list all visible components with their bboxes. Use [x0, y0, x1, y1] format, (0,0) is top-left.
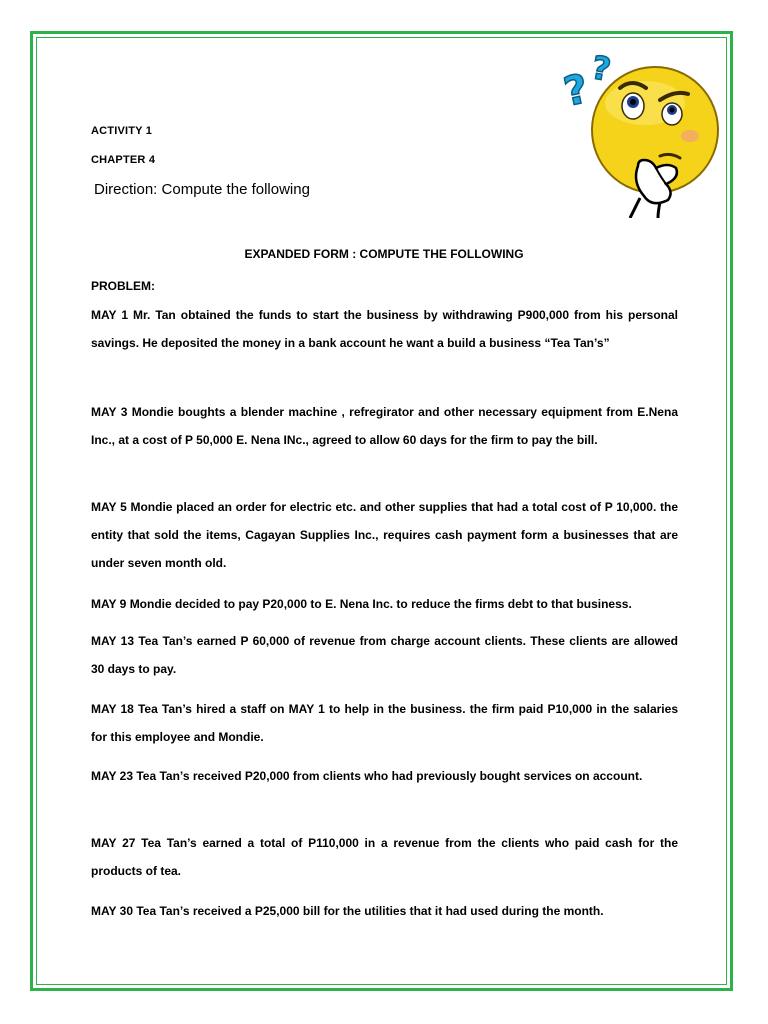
problem-item: MAY 27 Tea Tan’s earned a total of P110,000 in a revenue from the clients who paid cash for the products of tea.: [91, 836, 678, 878]
svg-text:?: ?: [560, 65, 593, 116]
problem-item: MAY 13 Tea Tan’s earned P 60,000 of revenue from charge account clients. These clients are allowed 30 days to pay.: [91, 634, 678, 676]
problem-label: PROBLEM:: [91, 279, 155, 293]
problem-item: MAY 18 Tea Tan’s hired a staff on MAY 1 to help in the business. the firm paid P10,000 in the salaries for this employee and Mondie.: [91, 702, 678, 744]
problem-item: MAY 1 Mr. Tan obtained the funds to start the business by withdrawing P900,000 from his personal savings. He deposited the money in a bank account he want a build a business “Tea Tan’s”: [91, 308, 678, 350]
activity-label: ACTIVITY 1: [91, 125, 153, 137]
svg-text:?: ?: [588, 48, 614, 89]
problem-item: MAY 30 Tea Tan’s received a P25,000 bill for the utilities that it had used during the month.: [91, 904, 604, 918]
chapter-label: CHAPTER 4: [91, 154, 156, 166]
section-title: EXPANDED FORM : COMPUTE THE FOLLOWING: [244, 247, 524, 261]
thinking-face-icon: [560, 48, 725, 218]
problem-item: MAY 5 Mondie placed an order for electric etc. and other supplies that had a total cost of P 10,000. the entity that sold the items, Cagayan Supplies Inc., requires cash payment form a businesses that are under seven month old.: [91, 500, 678, 570]
problem-item: MAY 23 Tea Tan’s received P20,000 from clients who had previously bought services on account.: [91, 769, 643, 783]
problem-item: MAY 3 Mondie boughts a blender machine , refregirator and other necessary equipment from E.Nena Inc., at a cost of P 50,000 E. Nena INc., agreed to allow 60 days for the firm to pay the bill.: [91, 405, 678, 447]
direction-text: Direction: Compute the following: [94, 181, 310, 198]
problem-item: MAY 9 Mondie decided to pay P20,000 to E. Nena Inc. to reduce the firms debt to that business.: [91, 597, 632, 611]
